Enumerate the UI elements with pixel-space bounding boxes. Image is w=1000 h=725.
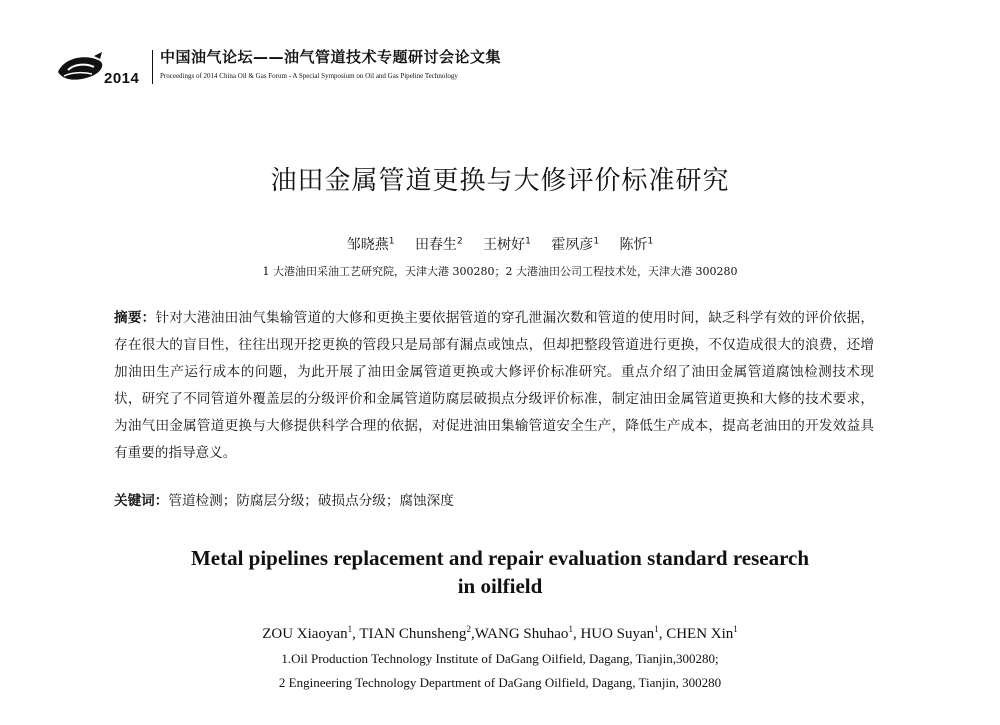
author-zh: 田春生$^2$ <box>414 236 463 253</box>
keywords-text: 管道检测；防腐层分级；破损点分级；腐蚀深度 <box>168 493 454 509</box>
author-list-zh <box>0 234 1000 254</box>
paper-title-en <box>0 544 1000 600</box>
author-zh: 邹晓燕$^1$ <box>346 236 395 253</box>
proceedings-title: 中国油气论坛——油气管道技术专题研讨会论文集 <box>160 48 502 66</box>
keywords <box>114 490 874 512</box>
author-en: TIAN Chunsheng$^2$, <box>359 624 475 642</box>
author-zh: 陈忻$^1$ <box>619 236 654 253</box>
header-divider <box>152 50 153 84</box>
proceedings-year: 2014 <box>104 70 140 87</box>
author-en: HUO Suyan$^1$, <box>580 624 667 642</box>
affiliation-en-2: 2 Engineering Technology Department of DaGang Oilfield, Dagang, Tianjin, 300280 <box>278 675 722 690</box>
keywords-label: 关键词： <box>114 493 169 509</box>
author-zh: 王树好$^1$ <box>483 236 531 253</box>
author-list-en <box>0 626 1000 643</box>
paper-title-en-line-1: Metal pipelines replacement and repair evaluation standard research <box>190 546 810 570</box>
abstract-text: 针对大港油田油气集输管道的大修和更换主要依据管道的穿孔泄漏次数和管道的使用时间，缺乏科学有效的评价依据，存在很大的盲目性，往往出现开挖更换的管段只是局部有漏点或蚀点，但却把整段管道进行更换，不仅造成很大的浪费，还增加油田生产运行成本的问题，为此开展了油田金属管道更换或大修评价标准研究。重点介绍了油田金属管道腐蚀检测技术现状，研究了不同管道外覆盖层的分级评价和金属管道防腐层破损点分级评价标准，制定油田金属管道更换和大修的技术要求，为油气田金属管道更换与大修提供科学合理的依据，对促进油田集输管道安全生产，降低生产成本，提高老油田的开发效益具有重要的指导意义。 <box>114 310 874 461</box>
affiliation-zh: 1 大港油田采油工艺研究院，天津大港 300280；2 大港油田公司工程技术处，天津大港 300280 <box>262 265 738 278</box>
proceedings-subtitle: Proceedings of 2014 China Oil & Gas Forum - A Special Symposium on Oil and Gas Pipeline Technology <box>160 72 458 80</box>
affiliation-en-1: 1.Oil Production Technology Institute of DaGang Oilfield, Dagang, Tianjin,300280; <box>281 651 719 666</box>
author-zh: 霍夙彦$^1$ <box>551 236 600 253</box>
abstract <box>114 305 874 467</box>
author-en: ZOU Xiaoyan$^1$, <box>262 624 360 642</box>
paper-title-zh: 油田金属管道更换与大修评价标准研究 <box>270 166 730 196</box>
author-en: WANG Shuhao$^1$, <box>474 624 581 642</box>
author-en: CHEN Xin$^1$ <box>666 624 738 642</box>
abstract-label: 摘要： <box>114 310 156 326</box>
paper-title-en-line-2: in oilfield <box>457 574 543 598</box>
